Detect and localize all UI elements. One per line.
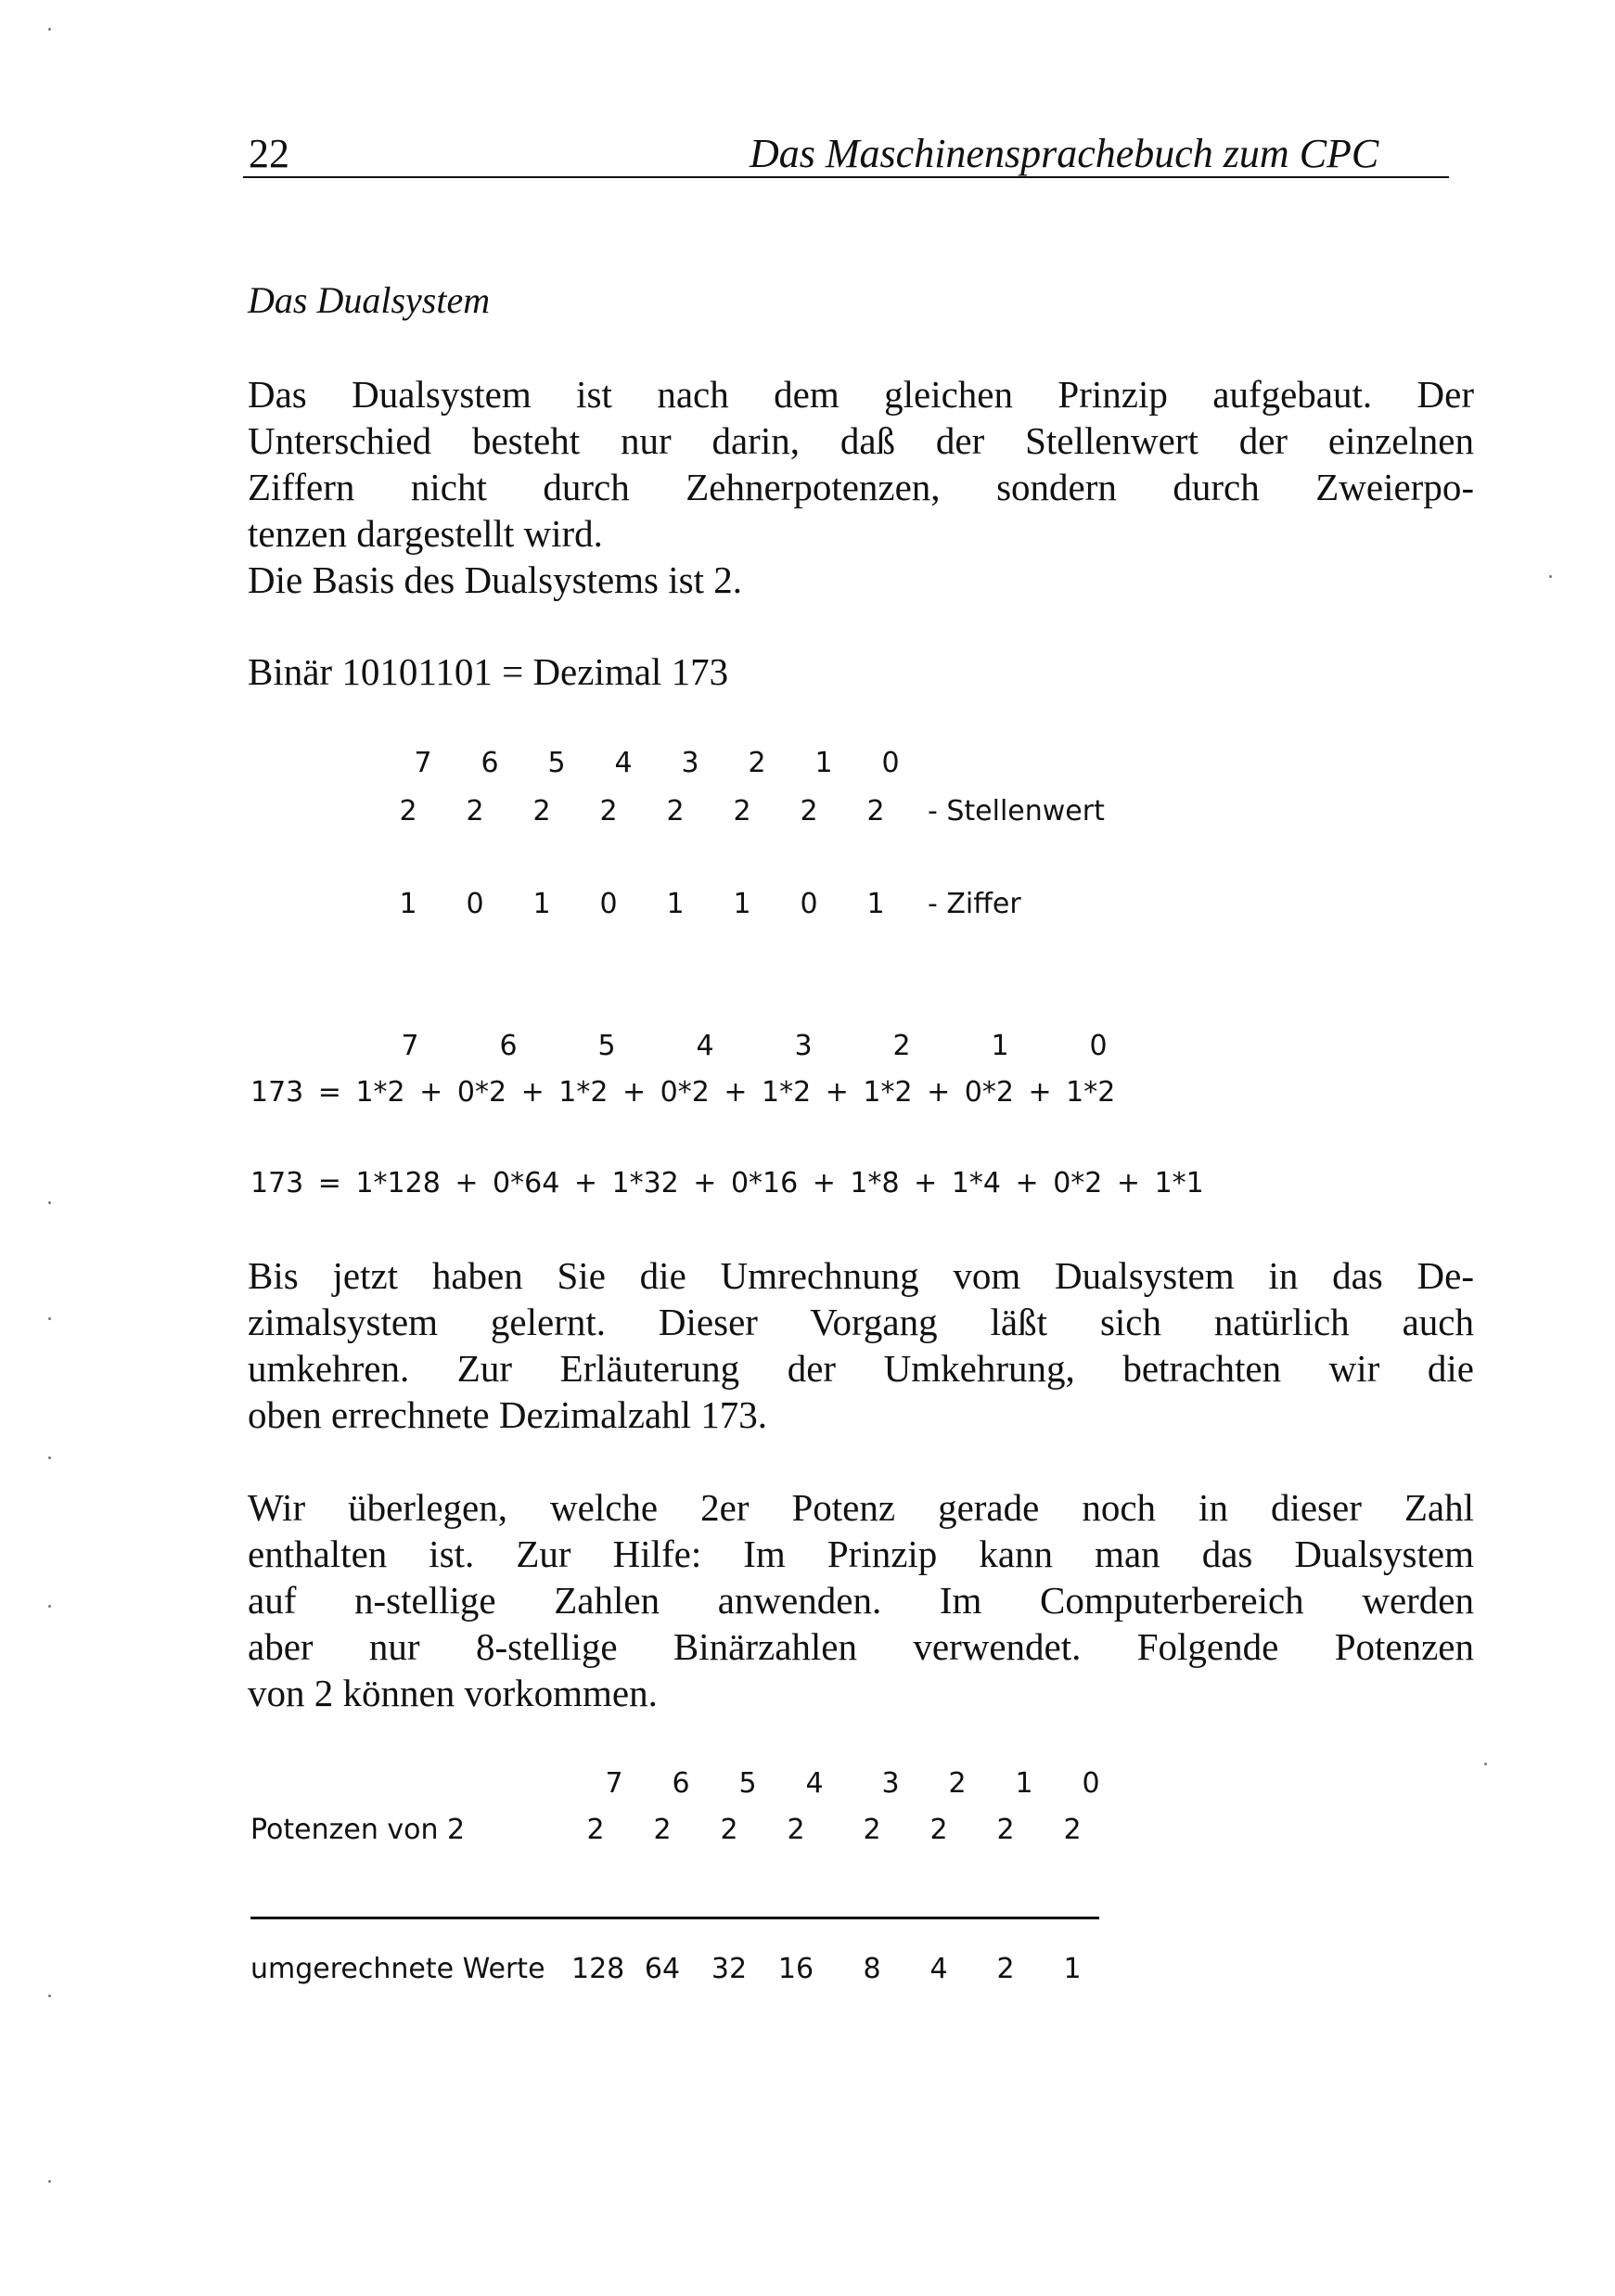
text-line: Wir überlegen, welche 2er Potenz gerade noch in dieser Zahl: [248, 1486, 1474, 1529]
base-cell: 2: [720, 1814, 738, 1846]
base-cell: 2: [1063, 1814, 1082, 1846]
text-line: zimalsystem gelernt. Dieser Vorgang läßt sich natürlich auch: [248, 1301, 1474, 1343]
base-cell: 2: [863, 1814, 881, 1846]
text-line: Bis jetzt haben Sie die Umrechnung vom Dualsystem in das De-: [248, 1254, 1474, 1297]
base-cell: 2: [466, 795, 484, 827]
base-cell: 2: [586, 1814, 605, 1846]
exponent-cell: 1: [1015, 1767, 1033, 1800]
text-line: von 2 können vorkommen.: [248, 1672, 658, 1714]
exponent-cell: 3: [681, 747, 699, 779]
base-cell: 2: [996, 1814, 1015, 1846]
exponent-cell: 5: [547, 747, 566, 779]
exponent-cell: 0: [1089, 1030, 1108, 1062]
value-cell: 8: [863, 1953, 881, 1985]
value-cell: 128: [571, 1953, 625, 1985]
text-line: umkehren. Zur Erläuterung der Umkehrung, betrachten wir die: [248, 1347, 1474, 1390]
text-line: Das Dualsystem ist nach dem gleichen Prinzip aufgebaut. Der: [248, 373, 1474, 416]
base-cell: 2: [733, 795, 751, 827]
base-cell: 2: [866, 795, 885, 827]
exponent-cell: 3: [881, 1767, 900, 1800]
exponent-cell: 5: [738, 1767, 757, 1800]
base-cell: 2: [666, 795, 685, 827]
digit-cell: 0: [599, 888, 618, 920]
exponent-cell: 5: [597, 1030, 616, 1062]
section-title: Das Dualsystem: [248, 279, 491, 321]
exponent-cell: 6: [672, 1767, 690, 1800]
exponent-cell: 2: [892, 1030, 911, 1062]
text-line: oben errechnete Dezimalzahl 173.: [248, 1393, 768, 1436]
base-cell: 2: [929, 1814, 948, 1846]
exponent-cell: 7: [414, 747, 432, 779]
exponent-cell: 3: [794, 1030, 813, 1062]
scan-mark: [48, 2180, 51, 2183]
digit-cell: 1: [733, 888, 751, 920]
digit-cell: 0: [466, 888, 484, 920]
digit-cell: 1: [666, 888, 685, 920]
scan-mark: [1484, 1763, 1487, 1765]
running-header-title: Das Maschinensprachebuch zum CPC: [750, 131, 1379, 176]
exponent-cell: 0: [1082, 1767, 1100, 1800]
text-line: enthalten ist. Zur Hilfe: Im Prinzip kann man das Dualsystem: [248, 1533, 1474, 1575]
exponent-cell: 1: [991, 1030, 1009, 1062]
digit-cell: 0: [800, 888, 818, 920]
scan-mark: [48, 1317, 51, 1320]
text-line: aber nur 8-stellige Binärzahlen verwendet. Folgende Potenzen: [248, 1625, 1474, 1668]
row-label: - Stellenwert: [928, 795, 1105, 827]
base-cell: 2: [653, 1814, 672, 1846]
row-label: - Ziffer: [928, 888, 1021, 920]
scan-mark: [48, 28, 51, 31]
value-cell: 4: [929, 1953, 948, 1985]
base-cell: 2: [800, 795, 818, 827]
base-cell: 2: [532, 795, 551, 827]
header-rule: [243, 176, 1449, 178]
exponent-cell: 7: [605, 1767, 623, 1800]
page-number: 22: [249, 131, 289, 176]
scan-mark: [48, 1456, 51, 1459]
formula-line-powers: 173 = 1*2 + 0*2 + 1*2 + 0*2 + 1*2 + 1*2 + 0*2 + 1*2: [250, 1076, 1116, 1109]
scan-mark: [48, 1995, 51, 1997]
paragraph-conversion: [248, 1252, 1474, 1438]
exponent-cell: 2: [948, 1767, 967, 1800]
intro-paragraph: [248, 371, 1474, 603]
value-cell: 2: [996, 1953, 1015, 1985]
digit-cell: 1: [399, 888, 417, 920]
exponent-cell: 6: [499, 1030, 518, 1062]
text-line: Ziffern nicht durch Zehnerpotenzen, sondern durch Zweierpo-: [248, 466, 1474, 508]
scan-mark: [1549, 575, 1552, 578]
value-cell: 32: [711, 1953, 748, 1985]
paragraph-powers: [248, 1484, 1474, 1716]
exponent-cell: 6: [481, 747, 499, 779]
row-label: Potenzen von 2: [250, 1814, 466, 1846]
table-rule: [250, 1917, 1099, 1919]
text-line: auf n-stellige Zahlen anwenden. Im Computerbereich werden: [248, 1579, 1474, 1622]
base-cell: 2: [599, 795, 618, 827]
formula-line-values: 173 = 1*128 + 0*64 + 1*32 + 0*16 + 1*8 + 1*4 + 0*2 + 1*1: [250, 1167, 1204, 1199]
text-line: tenzen dargestellt wird.: [248, 512, 603, 555]
text-line: Die Basis des Dualsystems ist 2.: [248, 558, 742, 601]
exponent-cell: 2: [748, 747, 766, 779]
exponent-cell: 1: [814, 747, 833, 779]
base-cell: 2: [399, 795, 417, 827]
scan-mark: [48, 1605, 51, 1608]
value-cell: 64: [644, 1953, 681, 1985]
exponent-cell: 4: [805, 1767, 824, 1800]
digit-cell: 1: [532, 888, 551, 920]
value-cell: 1: [1063, 1953, 1082, 1985]
base-cell: 2: [787, 1814, 805, 1846]
scan-mark: [48, 1201, 51, 1204]
text-line: Unterschied besteht nur darin, daß der Stellenwert der einzelnen: [248, 419, 1474, 462]
exponent-cell: 0: [881, 747, 900, 779]
example-line: Binär 10101101 = Dezimal 173: [248, 650, 729, 693]
value-cell: 16: [777, 1953, 814, 1985]
exponent-cell: 4: [696, 1030, 714, 1062]
row-label: umgerechnete Werte: [250, 1953, 545, 1985]
exponent-cell: 4: [614, 747, 633, 779]
exponent-cell: 7: [401, 1030, 419, 1062]
digit-cell: 1: [866, 888, 885, 920]
